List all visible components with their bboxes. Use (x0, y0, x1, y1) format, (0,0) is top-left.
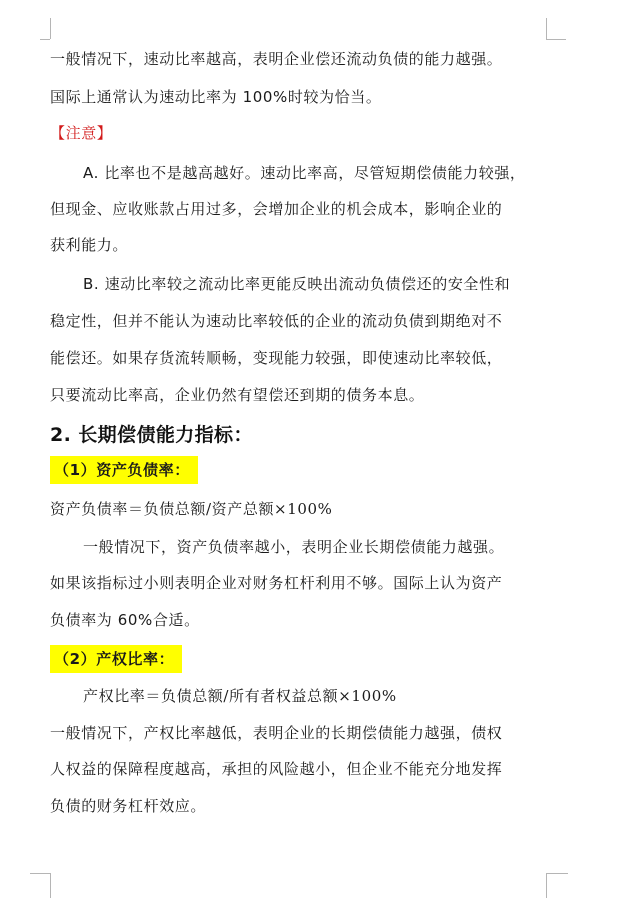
body-text-line: 一般情况下，速动比率越高，表明企业偿还流动负债的能力越强。 (50, 50, 503, 68)
body-text-line: 负债的财务杠杆效应。 (50, 797, 207, 815)
document-body (50, 0, 550, 912)
formula-line: 资产负债率＝负债总额/资产总额×100% (50, 500, 333, 518)
body-text-line: 人权益的保障程度越高，承担的风险越小，但企业不能充分地发挥 (50, 760, 503, 778)
body-text-line: 如果该指标过小则表明企业对财务杠杆利用不够。国际上认为资产 (50, 574, 503, 592)
body-text-line: B. 速动比率较之流动比率更能反映出流动负债偿还的安全性和 (83, 275, 511, 293)
body-text-line: 一般情况下，资产负债率越小，表明企业长期偿债能力越强。 (83, 538, 505, 556)
body-text-line: 负债率为 60%合适。 (50, 611, 200, 629)
crop-mark-bottom-left-h (30, 873, 50, 874)
section-heading: 2. 长期偿债能力指标： (50, 424, 253, 446)
crop-mark-top-left-h (40, 39, 50, 40)
body-text-line: 获利能力。 (50, 236, 129, 254)
body-text-line: 只要流动比率高，企业仍然有望偿还到期的债务本息。 (50, 386, 425, 404)
body-text-line: 一般情况下，产权比率越低，表明企业的长期偿债能力越强，债权 (50, 724, 503, 742)
body-text-line: 但现金、应收账款占用过多，会增加企业的机会成本，影响企业的 (50, 200, 503, 218)
subheading-highlighted: （1）资产负债率： (50, 456, 198, 484)
body-text-line: A. 比率也不是越高越好。速动比率高，尽管短期偿债能力较强， (83, 164, 526, 182)
body-text-line: 能偿还。如果存货流转顺畅，变现能力较强，即使速动比率较低， (50, 349, 503, 367)
note-label: 【注意】 (50, 124, 113, 142)
formula-line: 产权比率＝负债总额/所有者权益总额×100% (83, 687, 397, 705)
body-text-line: 稳定性，但并不能认为速动比率较低的企业的流动负债到期绝对不 (50, 312, 503, 330)
body-text-line: 国际上通常认为速动比率为 100%时较为恰当。 (50, 88, 382, 106)
subheading-highlighted: （2）产权比率： (50, 645, 182, 673)
